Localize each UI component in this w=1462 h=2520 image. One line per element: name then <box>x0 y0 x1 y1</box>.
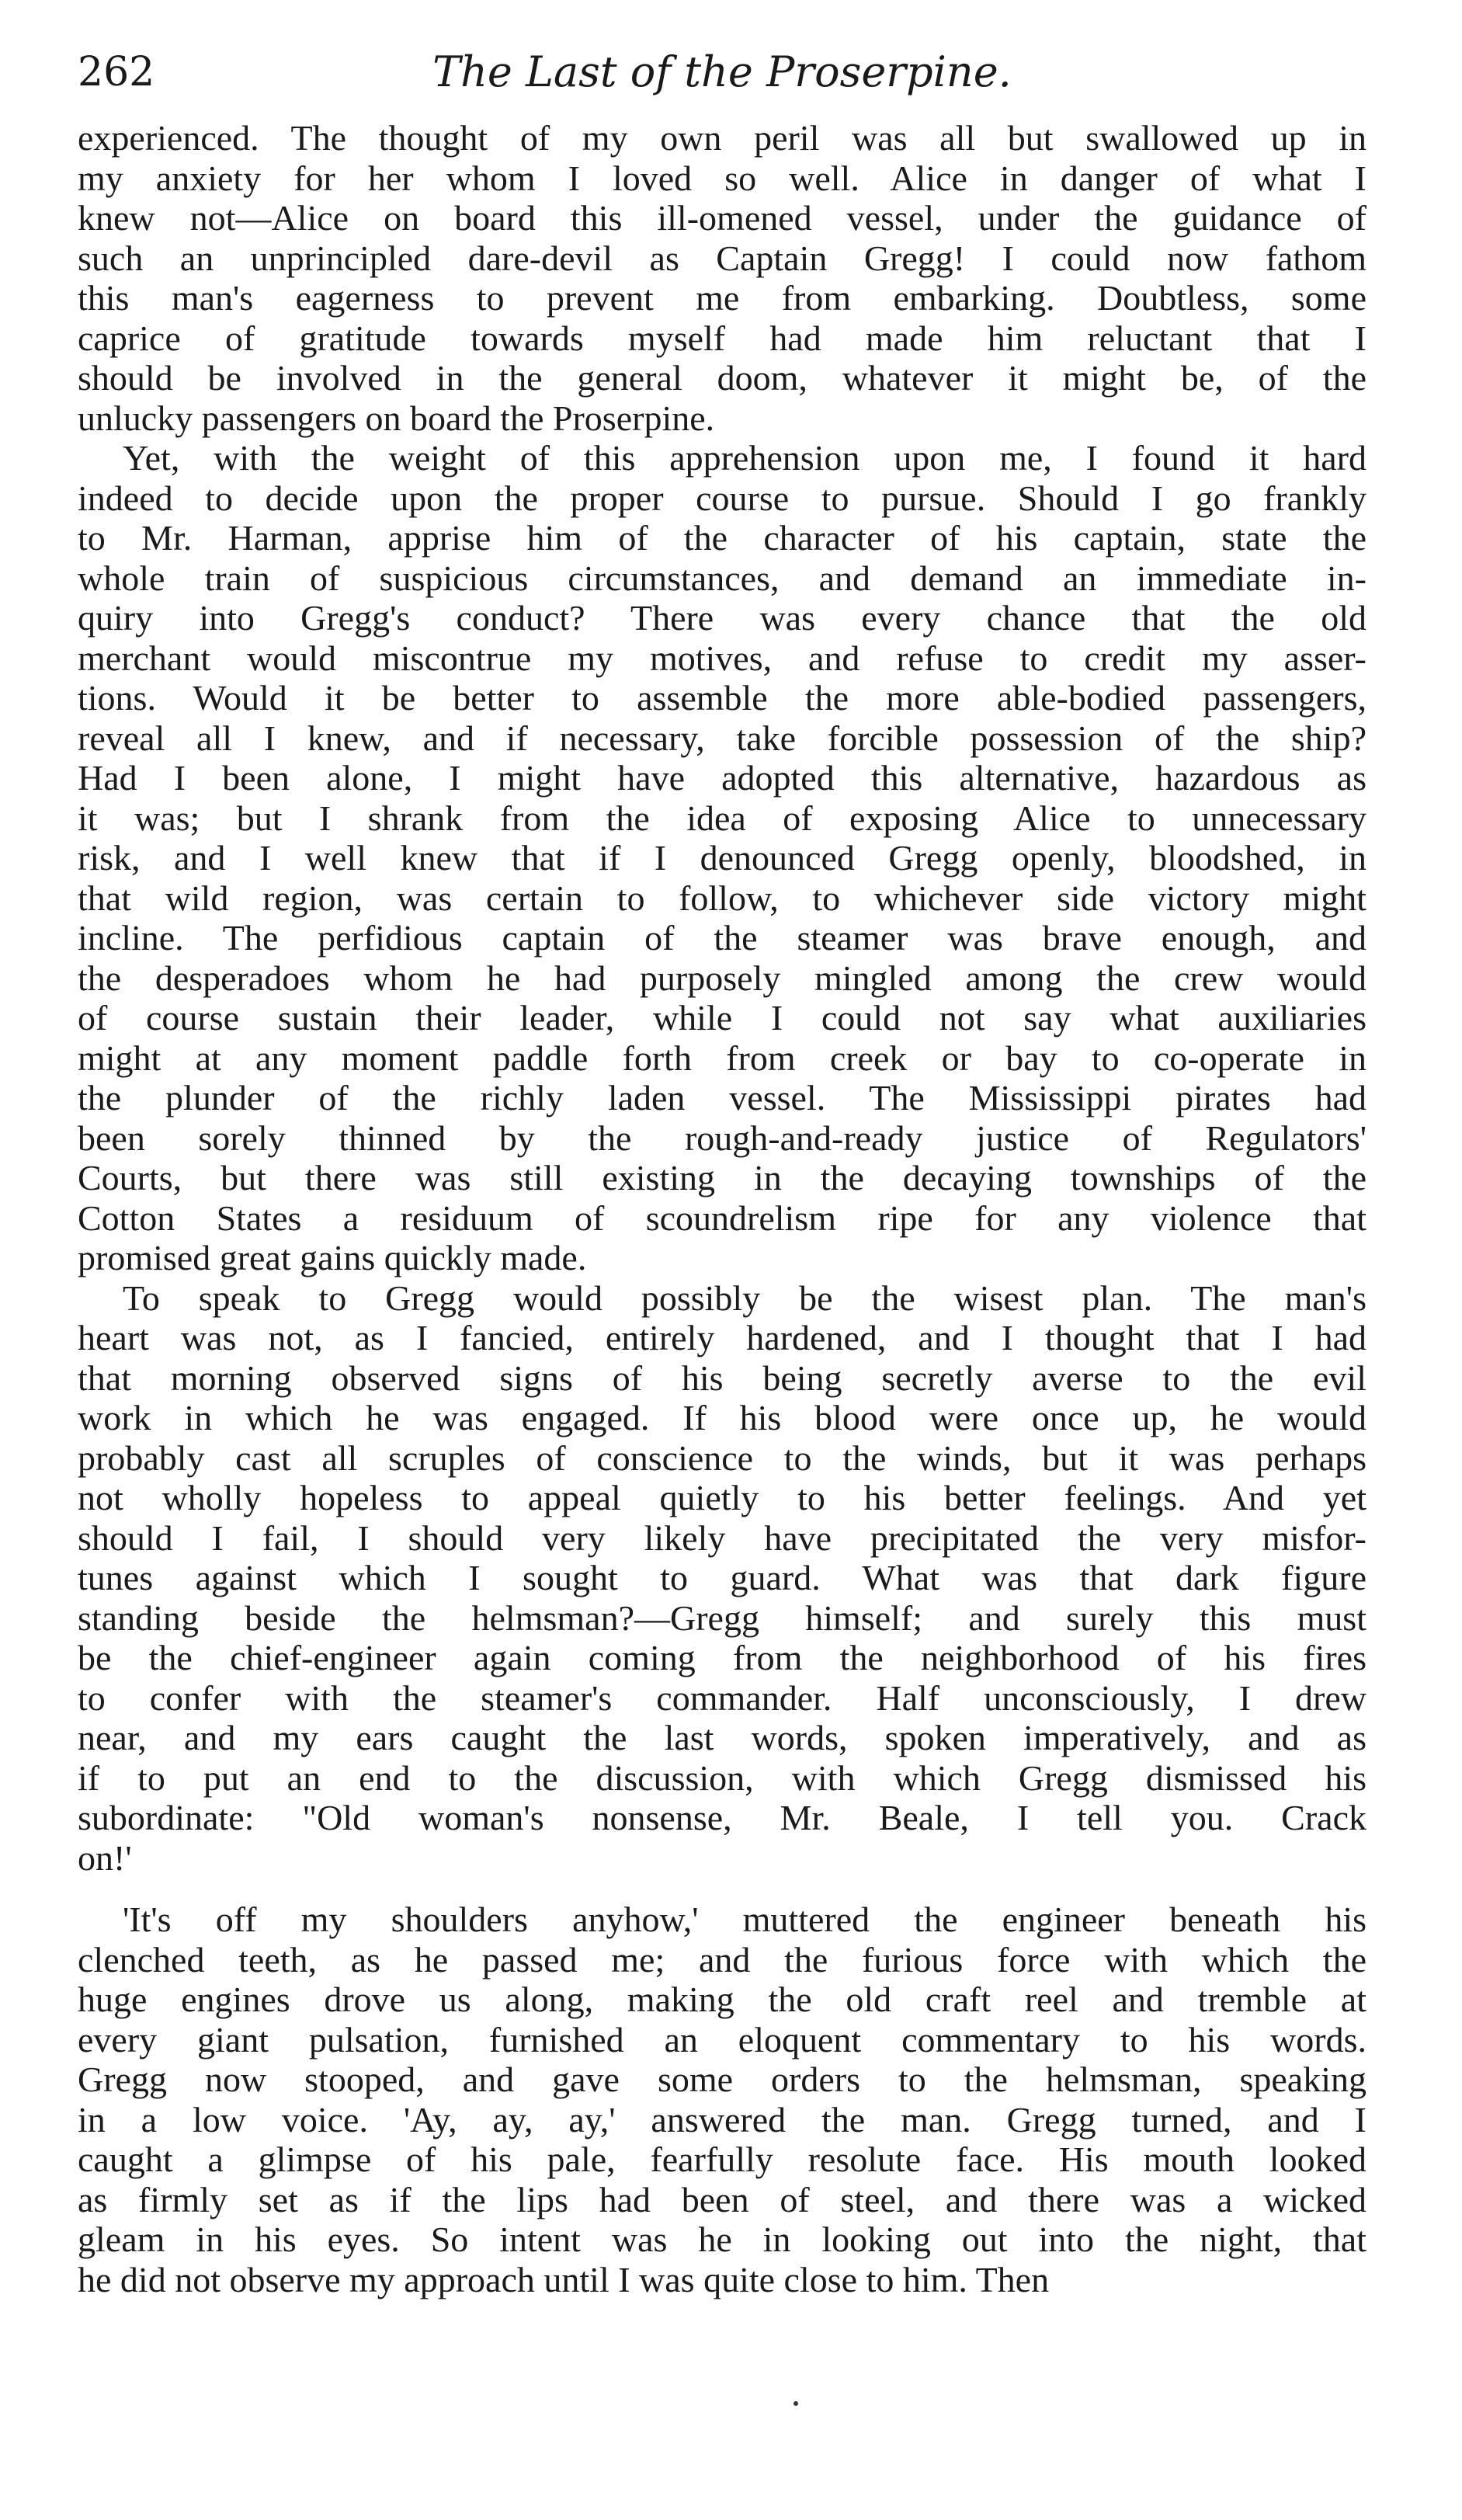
text-line: should be involved in the general doom, whatever it might be, of the <box>78 358 1367 398</box>
text-line: that morning observed signs of his being secretly averse to the evil <box>78 1357 1367 1398</box>
text-line: should I fail, I should very likely have precipitated the very misfor- <box>78 1517 1367 1558</box>
text-line: on!' <box>78 1837 132 1878</box>
text-line: gleam in his eyes. So intent was he in looking out into the night, that <box>78 2219 1367 2259</box>
text-line: reveal all I knew, and if necessary, take forcible possession of the ship? <box>78 718 1367 758</box>
text-line: such an unprincipled dare-devil as Captain Gregg! I could now fathom <box>78 238 1367 278</box>
text-line: To speak to Gregg would possibly be the wisest plan. The man's <box>123 1277 1367 1318</box>
text-line: if to put an end to the discussion, with which Gregg dismissed his <box>78 1757 1367 1798</box>
text-line: tions. Would it be better to assemble the more able-bodied passengers, <box>78 678 1367 718</box>
text-line: to confer with the steamer's commander. Half unconsciously, I drew <box>78 1677 1367 1718</box>
text-line: merchant would miscontrue my motives, and refuse to credit my asser- <box>78 638 1367 678</box>
page-number: 262 <box>78 49 155 96</box>
text-line: that wild region, was certain to follow, to whichever side victory might <box>78 878 1367 918</box>
text-line: caprice of gratitude towards myself had made him reluctant that I <box>78 318 1367 358</box>
printer-mark <box>794 2401 798 2406</box>
paragraph-4 <box>78 1900 1367 2299</box>
text-line: my anxiety for her whom I loved so well. Alice in danger of what I <box>78 158 1367 198</box>
text-line: experienced. The thought of my own peril was all but swallowed up in <box>78 118 1367 158</box>
text-line: promised great gains quickly made. <box>78 1238 587 1277</box>
text-line: he did not observe my approach until I was quite close to him. Then <box>78 2259 1050 2299</box>
text-line: tunes against which I sought to guard. What was that dark figure <box>78 1558 1367 1597</box>
text-line: 'It's off my shoulders anyhow,' muttered the engineer beneath his <box>123 1900 1367 1939</box>
text-line: Courts, but there was still existing in the decaying townships of the <box>78 1158 1367 1197</box>
text-line: Cotton States a residuum of scoundrelism ripe for any violence that <box>78 1197 1367 1238</box>
text-line: risk, and I well knew that if I denounced Gregg openly, bloodshed, in <box>78 838 1367 878</box>
text-line: heart was not, as I fancied, entirely hardened, and I thought that I had <box>78 1318 1367 1357</box>
text-line: to Mr. Harman, apprise him of the character of his captain, state the <box>78 518 1367 558</box>
text-line: every giant pulsation, furnished an eloquent commentary to his words. <box>78 2019 1367 2059</box>
text-line: incline. The perfidious captain of the steamer was brave enough, and <box>78 918 1367 958</box>
text-line: Had I been alone, I might have adopted this alternative, hazardous as <box>78 758 1367 798</box>
text-line: be the chief-engineer again coming from the neighborhood of his fires <box>78 1638 1367 1677</box>
text-line: standing beside the helmsman?—Gregg himself; and surely this must <box>78 1597 1367 1638</box>
text-line: might at any moment paddle forth from creek or bay to co-operate in <box>78 1038 1367 1078</box>
text-line: in a low voice. 'Ay, ay, ay,' answered the man. Gregg turned, and I <box>78 2099 1367 2139</box>
text-line: whole train of suspicious circumstances, and demand an immediate in- <box>78 558 1367 598</box>
text-line: caught a glimpse of his pale, fearfully resolute face. His mouth looked <box>78 2139 1367 2179</box>
text-line: quiry into Gregg's conduct? There was every chance that the old <box>78 598 1367 638</box>
text-line: as firmly set as if the lips had been of steel, and there was a wicked <box>78 2179 1367 2219</box>
body-text <box>78 118 1367 2299</box>
text-line: knew not—Alice on board this ill-omened vessel, under the guidance of <box>78 198 1367 238</box>
paragraph-1 <box>78 118 1367 438</box>
text-line: work in which he was engaged. If his blood were once up, he would <box>78 1398 1367 1437</box>
text-line: huge engines drove us along, making the old craft reel and tremble at <box>78 1980 1367 2019</box>
paragraph-3 <box>78 1278 1367 1879</box>
text-line: of course sustain their leader, while I could not say what auxiliaries <box>78 998 1367 1038</box>
text-line: the plunder of the richly laden vessel. The Mississippi pirates had <box>78 1078 1367 1117</box>
text-line: Gregg now stooped, and gave some orders to the helmsman, speaking <box>78 2059 1367 2099</box>
text-line: indeed to decide upon the proper course to pursue. Should I go frankly <box>78 478 1367 518</box>
paragraph-gap <box>78 1878 1367 1900</box>
text-line: been sorely thinned by the rough-and-ready justice of Regulators' <box>78 1117 1367 1158</box>
text-line: near, and my ears caught the last words, spoken imperatively, and as <box>78 1718 1367 1757</box>
paragraph-2 <box>78 438 1367 1278</box>
text-line: subordinate: "Old woman's nonsense, Mr. Beale, I tell you. Crack <box>78 1798 1367 1837</box>
text-line: the desperadoes whom he had purposely mingled among the crew would <box>78 958 1367 998</box>
text-line: Yet, with the weight of this apprehension upon me, I found it hard <box>123 438 1367 478</box>
running-title: The Last of the Proserpine. <box>432 47 1012 96</box>
text-line: it was; but I shrank from the idea of exposing Alice to unnecessary <box>78 798 1367 838</box>
text-line: this man's eagerness to prevent me from embarking. Doubtless, some <box>78 278 1367 318</box>
text-line: clenched teeth, as he passed me; and the furious force with which the <box>78 1939 1367 1980</box>
text-line: probably cast all scruples of conscience to the winds, but it was perhaps <box>78 1437 1367 1478</box>
text-line: not wholly hopeless to appeal quietly to his better feelings. And yet <box>78 1478 1367 1517</box>
page-header <box>78 45 1367 99</box>
text-line: unlucky passengers on board the Proserpine. <box>78 398 715 438</box>
